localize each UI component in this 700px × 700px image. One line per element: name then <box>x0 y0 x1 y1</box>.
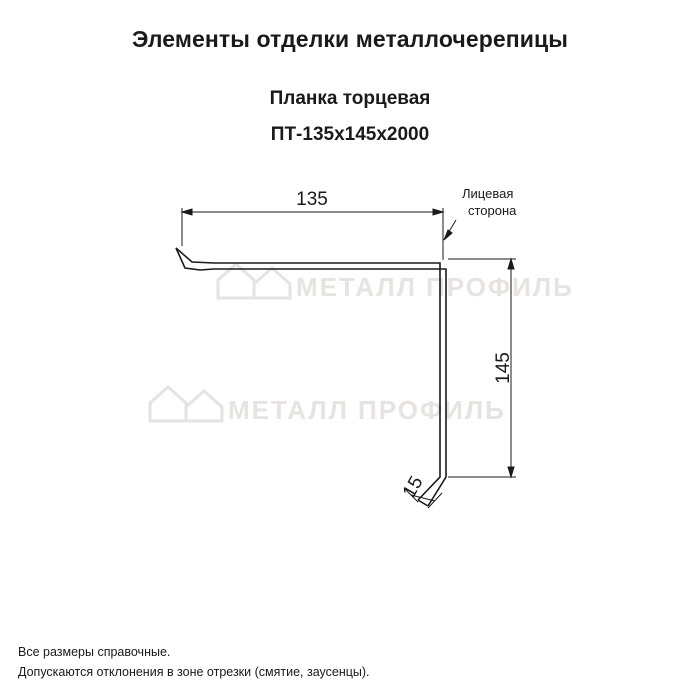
footer-notes <box>18 643 370 682</box>
dimension-width-label: 135 <box>296 189 328 210</box>
product-code: ПТ-135х145х2000 <box>270 124 430 145</box>
dimension-lip-label: 15 <box>398 472 428 502</box>
face-side-label-line1: Лицевая <box>462 186 514 201</box>
dimension-height-label: 145 <box>493 352 514 384</box>
face-side-label-line2: сторона <box>468 203 517 218</box>
technical-drawing <box>0 150 700 570</box>
watermark-text-top: МЕТАЛЛ ПРОФИЛЬ <box>296 272 574 302</box>
dimension-width <box>182 208 443 260</box>
footer-note-1: Все размеры справочные. <box>18 645 171 660</box>
watermark-text-bottom: МЕТАЛЛ ПРОФИЛЬ <box>228 395 506 425</box>
product-name: Планка торцевая <box>269 88 431 109</box>
face-side-leader <box>444 220 456 240</box>
page-title: Элементы отделки металлочерепицы <box>131 26 568 52</box>
footer-note-2: Допускаются отклонения в зоне отрезки (смятие, заусенцы). <box>18 664 370 679</box>
profile-outline <box>176 248 446 506</box>
